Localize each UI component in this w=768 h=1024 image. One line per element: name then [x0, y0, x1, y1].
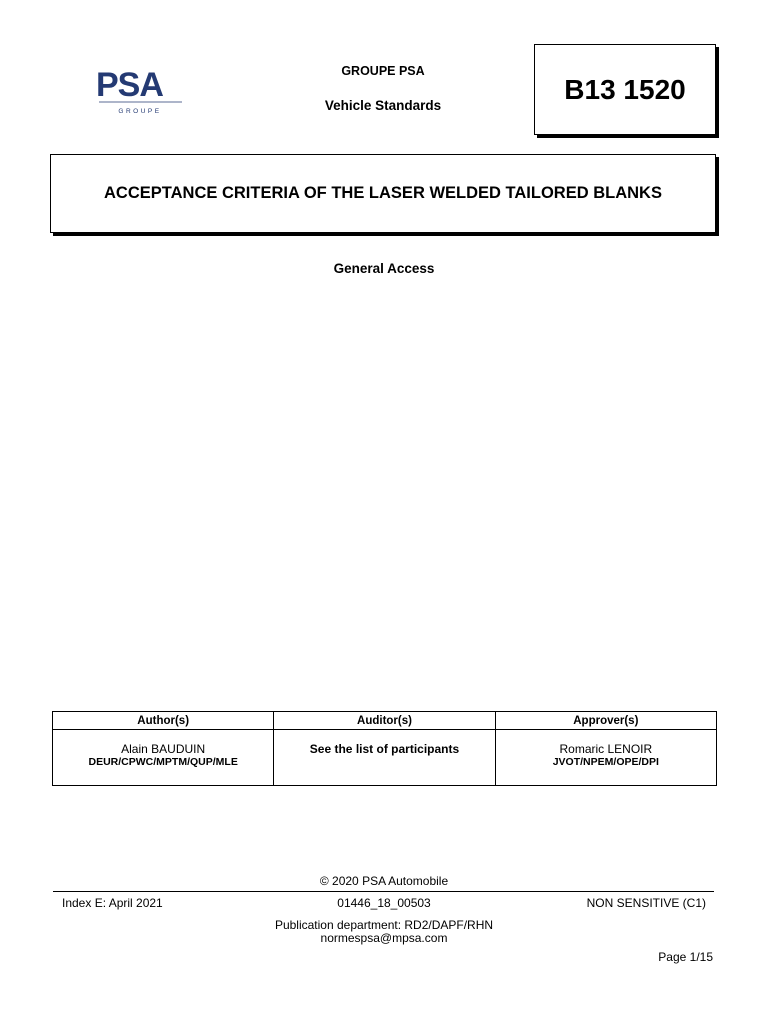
- page-number: Page 1/15: [658, 950, 713, 964]
- auditor-cell: [274, 730, 495, 786]
- document-title: ACCEPTANCE CRITERIA OF THE LASER WELDED TAILORED BLANKS: [104, 184, 662, 202]
- publication-department: Publication department: RD2/DAPF/RHN: [274, 918, 494, 932]
- index-date: Index E: April 2021: [62, 896, 163, 910]
- standards-subtitle: Vehicle Standards: [324, 98, 442, 113]
- author-department: DEUR/CPWC/MPTM/QUP/MLE: [88, 756, 238, 768]
- table-header-row: [53, 712, 717, 730]
- footer-divider: [53, 891, 714, 892]
- document-code: 01446_18_00503: [337, 896, 431, 910]
- approver-name: Romaric LENOIR: [559, 742, 653, 756]
- approver-cell: [495, 730, 716, 786]
- author-name: Alain BAUDUIN: [121, 742, 206, 756]
- contact-email: normespsa@mpsa.com: [320, 931, 448, 945]
- auditor-text: See the list of participants: [309, 742, 460, 756]
- approver-department: JVOT/NPEM/OPE/DPI: [552, 756, 659, 768]
- access-level: General Access: [333, 261, 435, 276]
- organization-name: GROUPE PSA: [341, 64, 425, 78]
- approvers-header: Approver(s): [495, 712, 716, 730]
- authors-header: Author(s): [53, 712, 274, 730]
- classification-label: NON SENSITIVE (C1): [586, 896, 706, 910]
- svg-text:PSA: PSA: [96, 66, 163, 104]
- auditors-header: Auditor(s): [274, 712, 495, 730]
- reference-number: B13 1520: [564, 73, 686, 105]
- copyright-notice: © 2020 PSA Automobile: [319, 874, 449, 888]
- svg-text:GROUPE: GROUPE: [118, 108, 162, 115]
- signatories-table: [52, 711, 717, 786]
- document-title-box: [50, 154, 716, 233]
- author-cell: [53, 730, 274, 786]
- psa-groupe-logo: [96, 66, 186, 116]
- psa-logo-icon: [96, 66, 186, 116]
- document-reference: [534, 44, 716, 135]
- table-row: [53, 730, 717, 786]
